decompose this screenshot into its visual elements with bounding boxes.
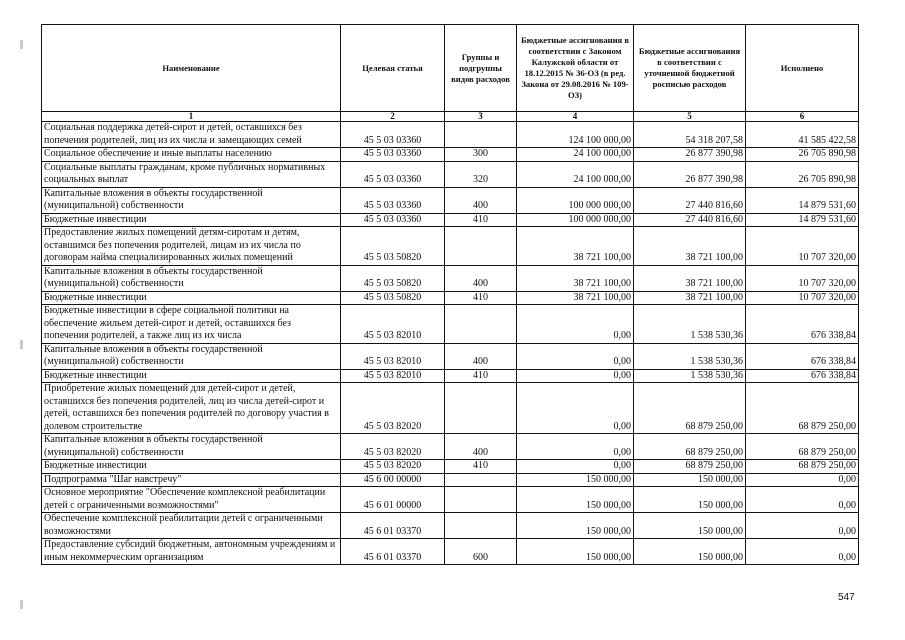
row-executed-amount: 676 338,84: [746, 369, 859, 383]
row-revised-amount: 68 879 250,00: [634, 434, 746, 460]
row-revised-amount: 38 721 100,00: [634, 291, 746, 305]
row-revised-amount: 54 318 207,58: [634, 122, 746, 148]
row-expense-group: 320: [445, 161, 517, 187]
row-target-article: 45 5 03 82020: [341, 460, 445, 474]
row-revised-amount: 150 000,00: [634, 473, 746, 487]
row-target-article: 45 6 01 03370: [341, 513, 445, 539]
row-name: Капитальные вложения в объекты государственной (муниципальной) собственности: [42, 187, 341, 213]
row-name: Предоставление жилых помещений детям-сиротам и детям, оставшимся без попечения родителей, лицам из их числа по договорам найма специализированных жилых помещений: [42, 227, 341, 266]
row-revised-amount: 150 000,00: [634, 487, 746, 513]
row-expense-group: 400: [445, 343, 517, 369]
row-law-amount: 150 000,00: [517, 487, 634, 513]
row-law-amount: 150 000,00: [517, 473, 634, 487]
row-executed-amount: 10 707 320,00: [746, 227, 859, 266]
row-name: Бюджетные инвестиции: [42, 369, 341, 383]
row-name: Подпрограмма "Шаг навстречу": [42, 473, 341, 487]
row-revised-amount: 1 538 530,36: [634, 369, 746, 383]
column-number: 6: [746, 112, 859, 122]
table-row: [42, 227, 859, 266]
row-expense-group: [445, 473, 517, 487]
row-revised-amount: 1 538 530,36: [634, 343, 746, 369]
row-law-amount: 24 100 000,00: [517, 148, 634, 162]
row-revised-amount: 150 000,00: [634, 513, 746, 539]
punch-mark: [20, 600, 23, 609]
row-executed-amount: 0,00: [746, 473, 859, 487]
table-row: [42, 265, 859, 291]
row-executed-amount: 68 879 250,00: [746, 434, 859, 460]
row-executed-amount: 26 705 890,98: [746, 161, 859, 187]
row-law-amount: 0,00: [517, 305, 634, 344]
row-revised-amount: 27 440 816,60: [634, 213, 746, 227]
punch-mark: [20, 340, 23, 349]
row-name: Капитальные вложения в объекты государственной (муниципальной) собственности: [42, 265, 341, 291]
table-row: [42, 161, 859, 187]
row-name: Бюджетные инвестиции в сфере социальной политики на обеспечение жильем детей-сирот и детей, оставшихся без попечения родителей, а также лиц из их числа: [42, 305, 341, 344]
row-target-article: 45 5 03 03360: [341, 213, 445, 227]
header-executed: Исполнено: [746, 25, 859, 112]
column-number: 1: [42, 112, 341, 122]
header-target-article: Целевая статья: [341, 25, 445, 112]
row-expense-group: 410: [445, 369, 517, 383]
row-law-amount: 0,00: [517, 434, 634, 460]
row-name: Основное мероприятие "Обеспечение комплексной реабилитации детей с ограниченными возможностями": [42, 487, 341, 513]
row-law-amount: 24 100 000,00: [517, 161, 634, 187]
row-law-amount: 38 721 100,00: [517, 227, 634, 266]
row-executed-amount: 14 879 531,60: [746, 187, 859, 213]
table-row: [42, 539, 859, 565]
row-expense-group: [445, 305, 517, 344]
row-executed-amount: 676 338,84: [746, 343, 859, 369]
row-target-article: 45 5 03 82010: [341, 343, 445, 369]
column-number: 3: [445, 112, 517, 122]
table-row: [42, 305, 859, 344]
row-name: Обеспечение комплексной реабилитации детей с ограниченными возможностями: [42, 513, 341, 539]
row-law-amount: 100 000 000,00: [517, 213, 634, 227]
row-revised-amount: 150 000,00: [634, 539, 746, 565]
row-name: Приобретение жилых помещений для детей-сирот и детей, оставшихся без попечения родителей, лиц из числа детей-сирот и детей, оставшихся без попечения родителей по договору участия в долевом строительстве: [42, 383, 341, 434]
row-expense-group: 410: [445, 291, 517, 305]
header-law-allocations: Бюджетные ассигнования в соответствии с Законом Калужской области от 18.12.2015 № 36-ОЗ (в ред. Закона от 29.08.2016 № 109-ОЗ): [517, 25, 634, 112]
row-revised-amount: 26 877 390,98: [634, 161, 746, 187]
row-expense-group: [445, 513, 517, 539]
row-executed-amount: 10 707 320,00: [746, 265, 859, 291]
row-expense-group: 400: [445, 265, 517, 291]
row-expense-group: 400: [445, 434, 517, 460]
column-number: 4: [517, 112, 634, 122]
row-name: Капитальные вложения в объекты государственной (муниципальной) собственности: [42, 343, 341, 369]
column-number-row: [42, 112, 859, 122]
row-name: Бюджетные инвестиции: [42, 213, 341, 227]
row-revised-amount: 26 877 390,98: [634, 148, 746, 162]
row-executed-amount: 68 879 250,00: [746, 383, 859, 434]
row-target-article: 45 6 00 00000: [341, 473, 445, 487]
header-revised-allocations: Бюджетные ассигнования в соответствии с уточненной бюджетной росписью расходов: [634, 25, 746, 112]
budget-document: [41, 24, 859, 565]
table-row: [42, 473, 859, 487]
row-target-article: 45 5 03 82010: [341, 305, 445, 344]
row-expense-group: [445, 383, 517, 434]
row-name: Социальное обеспечение и иные выплаты населению: [42, 148, 341, 162]
row-expense-group: 300: [445, 148, 517, 162]
row-revised-amount: 27 440 816,60: [634, 187, 746, 213]
table-row: [42, 487, 859, 513]
row-target-article: 45 5 03 50820: [341, 265, 445, 291]
row-law-amount: 38 721 100,00: [517, 265, 634, 291]
row-law-amount: 150 000,00: [517, 513, 634, 539]
row-executed-amount: 14 879 531,60: [746, 213, 859, 227]
table-row: [42, 513, 859, 539]
row-executed-amount: 0,00: [746, 513, 859, 539]
row-law-amount: 150 000,00: [517, 539, 634, 565]
table-row: [42, 434, 859, 460]
row-target-article: 45 5 03 03360: [341, 148, 445, 162]
table-row: [42, 383, 859, 434]
row-law-amount: 0,00: [517, 460, 634, 474]
table-row: [42, 460, 859, 474]
row-law-amount: 0,00: [517, 369, 634, 383]
punch-mark: [20, 40, 23, 49]
table-row: [42, 343, 859, 369]
budget-table: [41, 24, 859, 565]
row-name: Бюджетные инвестиции: [42, 460, 341, 474]
row-expense-group: [445, 227, 517, 266]
row-target-article: 45 5 03 50820: [341, 227, 445, 266]
table-row: [42, 122, 859, 148]
page-number: 547: [838, 592, 855, 603]
row-target-article: 45 5 03 50820: [341, 291, 445, 305]
row-expense-group: 400: [445, 187, 517, 213]
row-target-article: 45 5 03 82020: [341, 383, 445, 434]
row-revised-amount: 38 721 100,00: [634, 265, 746, 291]
table-row: [42, 148, 859, 162]
row-name: Предоставление субсидий бюджетным, автономным учреждениям и иным некоммерческим организациям: [42, 539, 341, 565]
row-executed-amount: 0,00: [746, 487, 859, 513]
header-row: [42, 25, 859, 112]
table-row: [42, 187, 859, 213]
table-row: [42, 213, 859, 227]
row-target-article: 45 5 03 03360: [341, 122, 445, 148]
row-expense-group: 600: [445, 539, 517, 565]
column-number: 5: [634, 112, 746, 122]
row-law-amount: 0,00: [517, 343, 634, 369]
header-name: Наименование: [42, 25, 341, 112]
row-target-article: 45 6 01 00000: [341, 487, 445, 513]
row-name: Капитальные вложения в объекты государственной (муниципальной) собственности: [42, 434, 341, 460]
row-expense-group: [445, 122, 517, 148]
row-executed-amount: 68 879 250,00: [746, 460, 859, 474]
row-law-amount: 0,00: [517, 383, 634, 434]
row-name: Социальные выплаты гражданам, кроме публичных нормативных социальных выплат: [42, 161, 341, 187]
row-expense-group: 410: [445, 460, 517, 474]
row-target-article: 45 6 01 03370: [341, 539, 445, 565]
table-row: [42, 291, 859, 305]
row-executed-amount: 10 707 320,00: [746, 291, 859, 305]
row-executed-amount: 0,00: [746, 539, 859, 565]
row-executed-amount: 676 338,84: [746, 305, 859, 344]
column-number: 2: [341, 112, 445, 122]
row-executed-amount: 41 585 422,58: [746, 122, 859, 148]
row-target-article: 45 5 03 82020: [341, 434, 445, 460]
row-revised-amount: 68 879 250,00: [634, 383, 746, 434]
row-target-article: 45 5 03 82010: [341, 369, 445, 383]
header-expense-groups: Группы и подгруппы видов расходов: [445, 25, 517, 112]
row-expense-group: 410: [445, 213, 517, 227]
row-name: Бюджетные инвестиции: [42, 291, 341, 305]
row-expense-group: [445, 487, 517, 513]
row-revised-amount: 38 721 100,00: [634, 227, 746, 266]
table-row: [42, 369, 859, 383]
row-revised-amount: 1 538 530,36: [634, 305, 746, 344]
row-executed-amount: 26 705 890,98: [746, 148, 859, 162]
row-law-amount: 124 100 000,00: [517, 122, 634, 148]
row-name: Социальная поддержка детей-сирот и детей, оставшихся без попечения родителей, лиц из их числа и замещающих семей: [42, 122, 341, 148]
row-target-article: 45 5 03 03360: [341, 187, 445, 213]
row-law-amount: 38 721 100,00: [517, 291, 634, 305]
row-revised-amount: 68 879 250,00: [634, 460, 746, 474]
row-law-amount: 100 000 000,00: [517, 187, 634, 213]
row-target-article: 45 5 03 03360: [341, 161, 445, 187]
